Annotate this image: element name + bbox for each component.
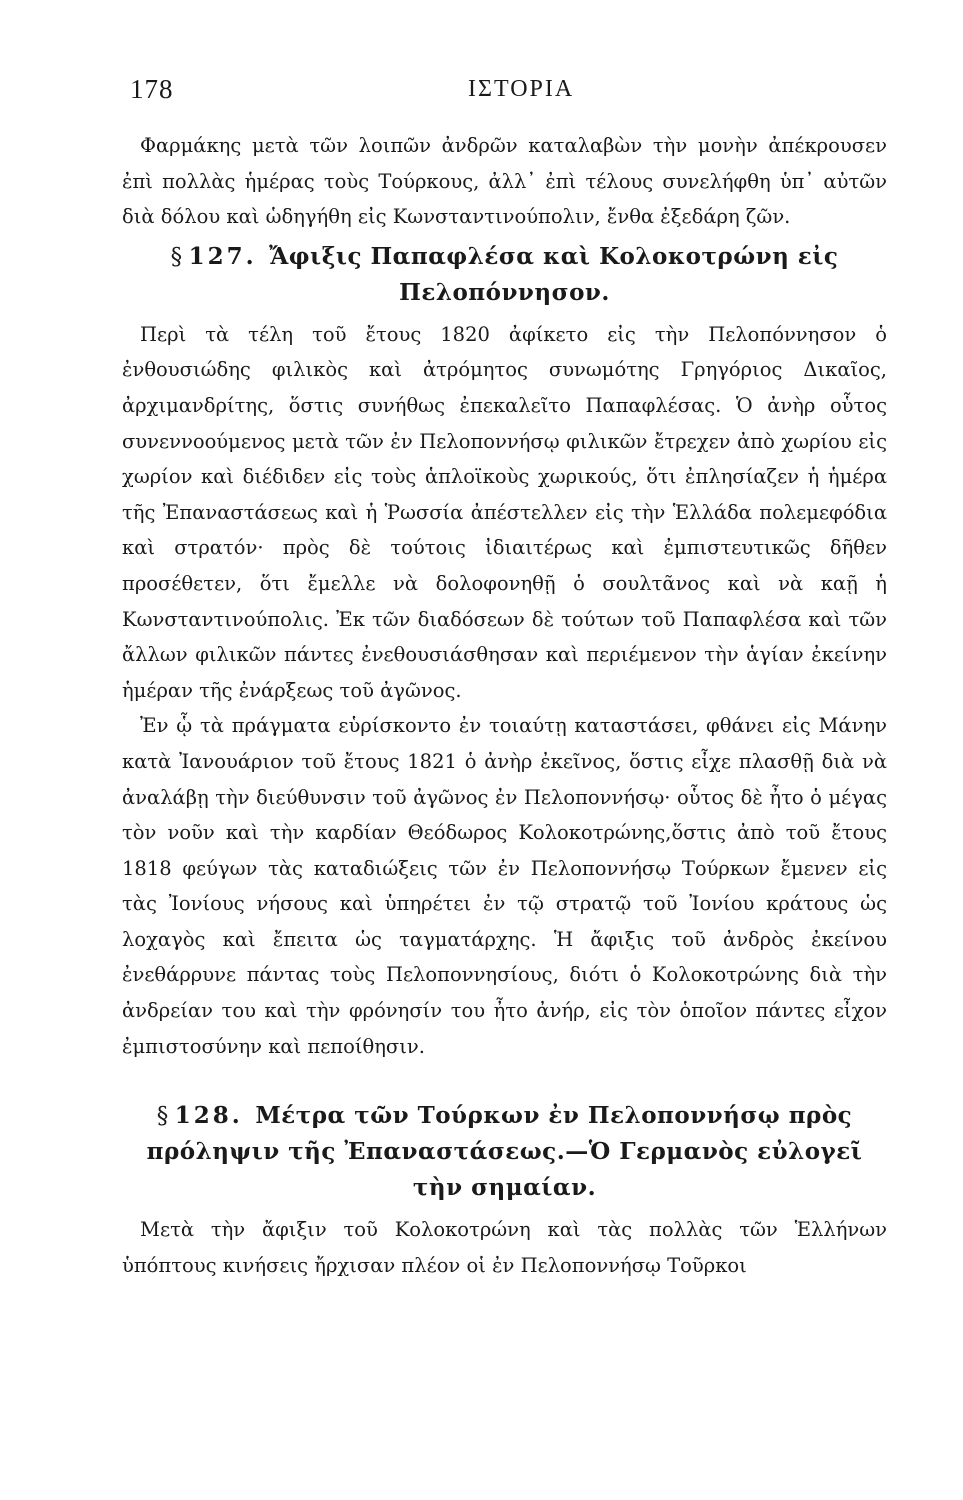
section-number: 128. — [174, 1102, 243, 1130]
page-header — [130, 70, 885, 110]
page-body — [122, 128, 887, 1283]
section-title: Μέτρα τῶν Τούρκων ἐν Πελοποννήσῳ πρὸς πρόληψιν τῆς Ἐπαναστάσεως.—Ὁ Γερμανὸς εὐλογεῖ τὴν σημαίαν. — [146, 1102, 863, 1202]
paragraph-4: Μετὰ τὴν ἄφιξιν τοῦ Κολοκοτρώνη καὶ τὰς πολλὰς τῶν Ἑλλήνων ὑπόπτους κινήσεις ἤρχισαν πλέον οἱ ἐν Πελοποννήσῳ Τοῦρκοι — [122, 1218, 887, 1277]
paragraph-1: Φαρμάκης μετὰ τῶν λοιπῶν ἀνδρῶν καταλαβὼν τὴν μονὴν ἀπέκρουσεν ἐπὶ πολλὰς ἡμέρας τοὺς Τούρκους, ἀλλ᾽ ἐπὶ τέλους συνελήφθη ὑπ᾽ αὐτῶν διὰ δόλου καὶ ὡδηγήθη εἰς Κωνσταντινούπολιν, ἔνθα ἐξεδάρη ζῶν. — [122, 134, 887, 229]
page-number: 178 — [130, 74, 174, 104]
spacer — [122, 1064, 887, 1094]
section-heading-128 — [122, 1098, 887, 1206]
section-sign: § — [156, 1103, 169, 1130]
paragraph-2: Περὶ τὰ τέλη τοῦ ἔτους 1820 ἀφίκετο εἰς τὴν Πελοπόννησον ὁ ἐνθουσιώδης φιλικὸς καὶ ἀτρόμητος συνωμότης Γρηγόριος Δικαῖος, ἀρχιμανδρίτης, ὅστις συνήθως ἐπεκαλεῖτο Παπαφλέσας. Ὁ ἀνὴρ οὗτος συνεννοούμενος μετὰ τῶν ἐν Πελοποννήσῳ φιλικῶν ἔτρεχεν ἀπὸ χωρίου εἰς χωρίον καὶ διέδιδεν εἰς τοὺς ἁπλοϊκοὺς χωρικούς, ὅτι ἐπλησίαζεν ἡ ἡμέρα τῆς Ἐπαναστάσεως καὶ ἡ Ῥωσσία ἀπέστελλεν εἰς τὴν Ἑλλάδα πολεμεφόδια καὶ στρατόν· πρὸς δὲ τούτοις ἰδιαιτέρως καὶ ἐμπιστευτικῶς δῆθεν προσέθετεν, ὅτι ἔμελλε νὰ δολοφονηθῇ ὁ σουλτᾶνος καὶ νὰ καῇ ἡ Κωνσταντινούπολις. Ἐκ τῶν διαδόσεων δὲ τούτων τοῦ Παπαφλέσα καὶ τῶν ἄλλων φιλικῶν πάντες ἐνεθουσιάσθησαν καὶ περιέμενον τὴν ἁγίαν ἐκείνην ἡμέραν τῆς ἐνάρξεως τοῦ ἀγῶνος. — [122, 322, 887, 702]
section-title: Ἄφιξις Παπαφλέσα καὶ Κολοκοτρώνη εἰς Πελοπόννησον. — [269, 242, 839, 306]
section-number: 127. — [188, 242, 257, 270]
paragraph-3: Ἐν ᾧ τὰ πράγματα εὑρίσκοντο ἐν τοιαύτῃ καταστάσει, φθάνει εἰς Μάνην κατὰ Ἰανουάριον τοῦ ἔτους 1821 ὁ ἀνὴρ ἐκεῖνος, ὅστις εἶχε πλασθῇ διὰ νὰ ἀναλάβῃ τὴν διεύθυνσιν τοῦ ἀγῶνος ἐν Πελοποννήσῳ· οὗτος δὲ ἦτο ὁ μέγας τὸν νοῦν καὶ τὴν καρδίαν Θεόδωρος Κολοκοτρώνης,ὅστις ἀπὸ τοῦ ἔτους 1818 φεύγων τὰς καταδιώξεις τῶν ἐν Πελοποννήσῳ Τούρκων ἔμενεν εἰς τὰς Ἰονίους νήσους καὶ ὑπηρέτει ἐν τῷ στρατῷ τοῦ Ἰονίου κράτους ὡς λοχαγὸς καὶ ἔπειτα ὡς ταγματάρχης. Ἡ ἄφιξις τοῦ ἀνδρὸς ἐκείνου ἐνεθάρρυνε πάντας τοὺς Πελοποννησίους, διότι ὁ Κολοκοτρώνης διὰ τὴν ἀνδρείαν του καὶ τὴν φρόνησίν του ἦτο ἀνήρ, εἰς τὸν ὁποῖον πάντες εἶχον ἐμπιστοσύνην καὶ πεποίθησιν. — [122, 714, 887, 1058]
section-heading-127 — [122, 239, 887, 311]
running-head: ΙΣΤΟΡΙΑ — [468, 76, 575, 102]
section-sign: § — [170, 243, 183, 270]
